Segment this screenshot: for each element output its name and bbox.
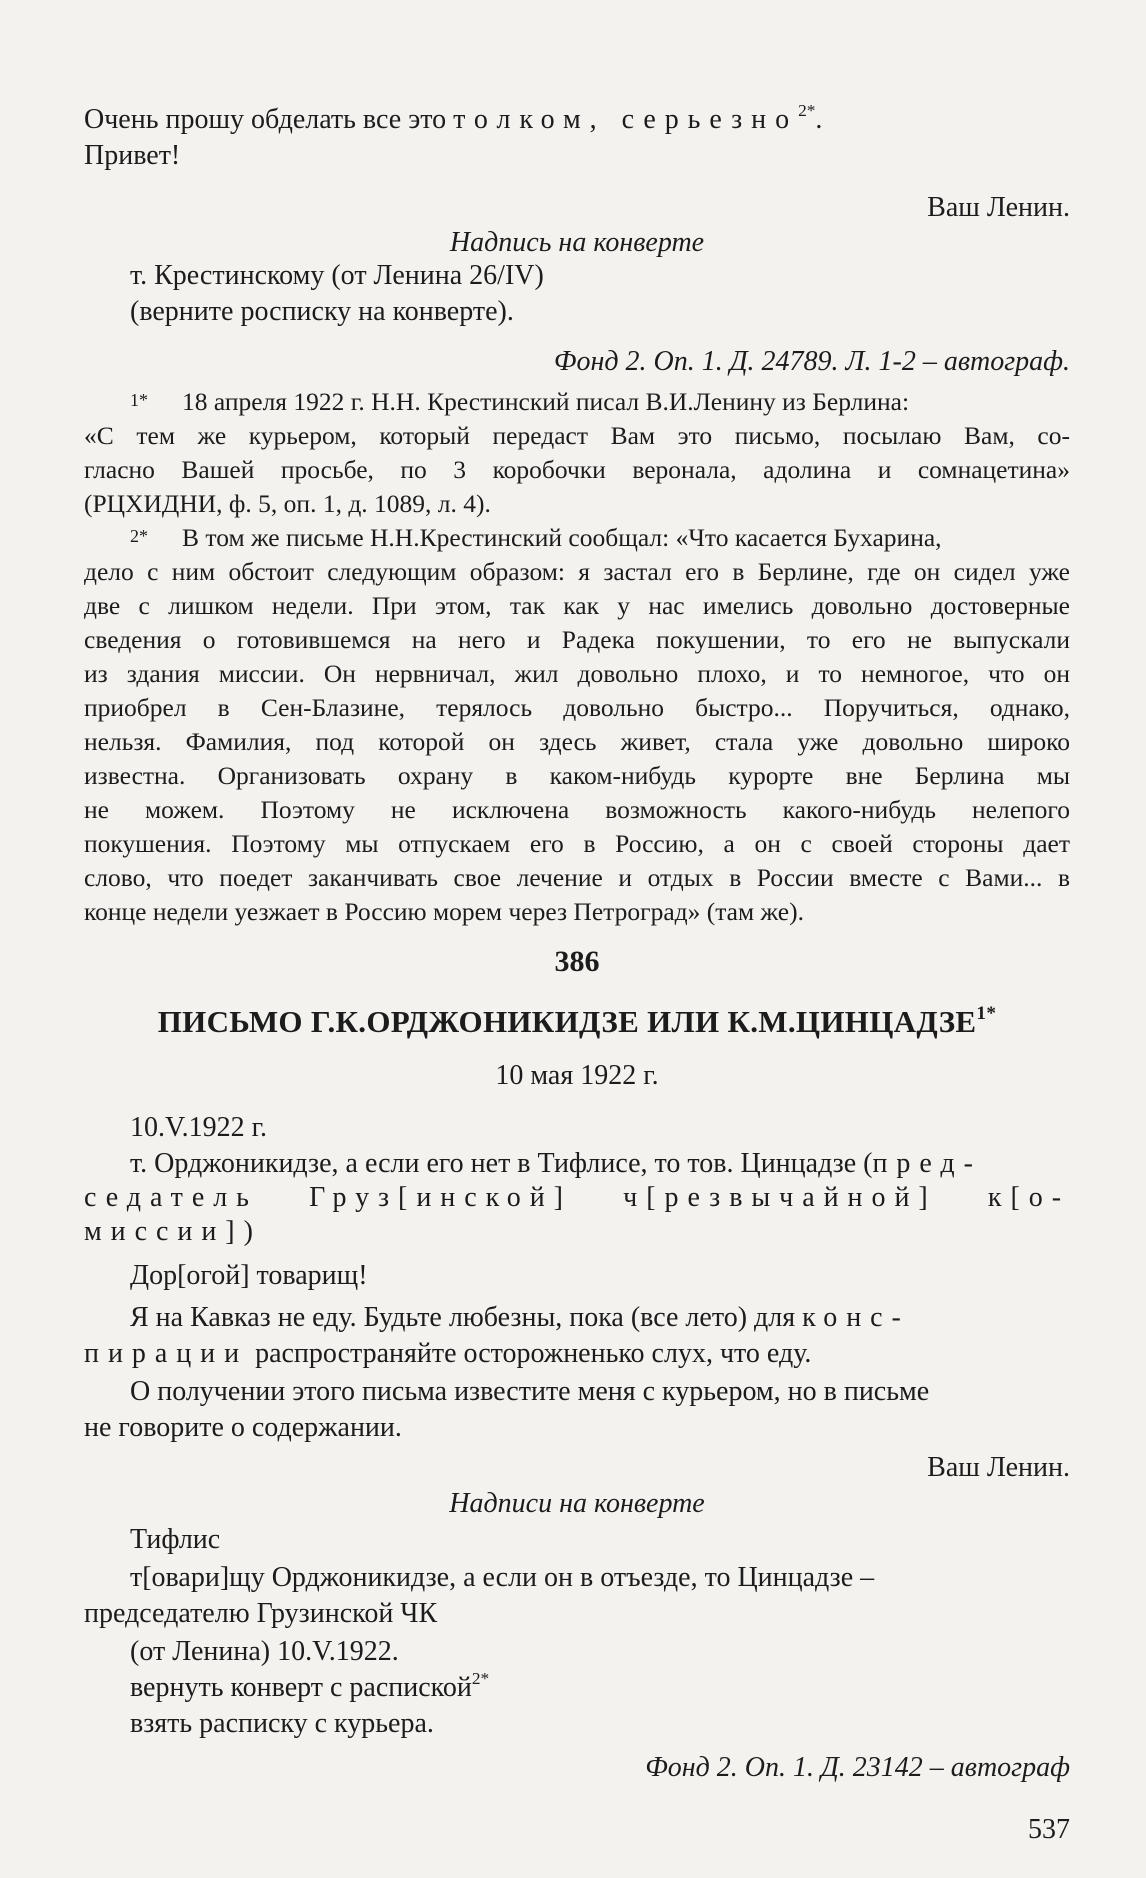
envelope-text-line: вернуть конверт с распиской$^{2*}$ [130, 1668, 490, 1703]
envelope-text-line: т[овари]щу Орджоникидзе, а если он в отъезде, то Цинцадзе – [130, 1562, 875, 1593]
envelope-text-line: взять расписку с курьера. [130, 1708, 434, 1739]
footnote-2-line: сведения о готовившемся на него и Радека покушении, то его не выпускали [84, 625, 1070, 654]
letter-text-line: Очень прошу обделать все это толком, серьезно$^{2*}$. [84, 100, 823, 135]
footnote-2-line: из здания миссии. Он нервничал, жил довольно плохо, и то немногое, что он [84, 659, 1070, 688]
signature: Ваш Ленин. [927, 1452, 1070, 1483]
footnote-mark: 1* [130, 390, 148, 410]
footnote-2-line: две с лишком недели. При этом, так как у нас имелись довольно достоверные [84, 591, 1070, 620]
letter-date: 10.V.1922 г. [130, 1112, 267, 1143]
letter-greeting: Дор[огой] товарищ! [130, 1260, 368, 1291]
signature: Ваш Ленин. [927, 192, 1070, 223]
address-line: миссии]) [84, 1216, 262, 1247]
footnote-2-line: 2* В том же письме Н.Н.Крестинский сообщал: «Что касается Бухарина, [130, 520, 1070, 556]
footnote-2-line: не можем. Поэтому не исключена возможность какого-нибудь нелепого [84, 795, 1070, 824]
page-number: 537 [1028, 1814, 1070, 1845]
address-line: т. Орджоникидзе, а если его нет в Тифлисе, то тов. Цинцадзе (пред- [130, 1148, 982, 1179]
footnote-1-line: (РЦХИДНИ, ф. 5, оп. 1, д. 1089, л. 4). [84, 489, 491, 518]
address-line: седатель Груз[инской] ч[резвычайной] к[о- [84, 1182, 1070, 1213]
envelope-text-line: председателю Грузинской ЧК [84, 1598, 438, 1629]
letter-text-line: не говорите о содержании. [84, 1412, 402, 1443]
envelope-text-line: (верните росписку на конверте). [130, 296, 514, 327]
footnote-1-line: 1* 18 апреля 1922 г. Н.Н. Крестинский писал В.И.Ленину из Берлина: [130, 384, 1070, 420]
archive-source: Фонд 2. Оп. 1. Д. 24789. Л. 1-2 – автограф. [553, 346, 1070, 377]
envelope-text-line: Тифлис [130, 1524, 221, 1555]
footnote-2-line: покушения. Поэтому мы отпускаем его в Россию, а он с своей стороны дает [84, 829, 1070, 858]
envelope-text-line: т. Крестинскому (от Ленина 26/IV) [130, 260, 544, 291]
envelope-heading: Надпись на конверте [449, 227, 705, 258]
letter-text-line: пирации распространяйте осторожненько слух, что еду. [84, 1338, 812, 1369]
footnote-2-line: дело с ним обстоит следующим образом: я застал его в Берлине, где он сидел уже [84, 557, 1070, 586]
footnote-2-line: конце недели уезжает в Россию морем через Петроград» (там же). [84, 897, 804, 926]
document-number: 386 [554, 945, 600, 978]
footnote-1-line: «С тем же курьером, который передаст Вам это письмо, посылаю Вам, со- [84, 421, 1070, 450]
footnote-mark: 2* [130, 526, 148, 546]
document-date: 10 мая 1922 г. [495, 1060, 659, 1091]
footnote-2-line: слово, что поедет заканчивать свое лечение и отдых в России вместе с Вами... в [84, 863, 1070, 892]
document-title: ПИСЬМО Г.К.ОРДЖОНИКИДЗЕ ИЛИ $К.М.ЦИНЦАДЗЕ^{1*}$ [157, 1002, 997, 1039]
footnote-2-line: приобрел в Сен-Блазине, терялось довольно быстро... Поручиться, однако, [84, 693, 1070, 722]
archive-source: Фонд 2. Оп. 1. Д. 23142 – автограф [645, 1752, 1070, 1783]
footnote-1-line: гласно Вашей просьбе, по 3 коробочки веронала, адолина и сомнацетина» [84, 455, 1070, 484]
envelope-heading: Надписи на конверте [449, 1488, 705, 1519]
greeting-line: Привет! [84, 140, 181, 171]
letter-text-line: О получении этого письма известите меня с курьером, но в письме [130, 1376, 930, 1407]
footnote-2-line: нельзя. Фамилия, под которой он здесь живет, стала уже довольно широко [84, 727, 1070, 756]
footnote-2-line: известна. Организовать охрану в каком-нибудь курорте вне Берлина мы [84, 761, 1070, 790]
letter-text-line: Я на Кавказ не еду. Будьте любезны, пока (все лето) для конс- [130, 1302, 910, 1333]
envelope-text-line: (от Ленина) 10.V.1922. [130, 1636, 399, 1667]
